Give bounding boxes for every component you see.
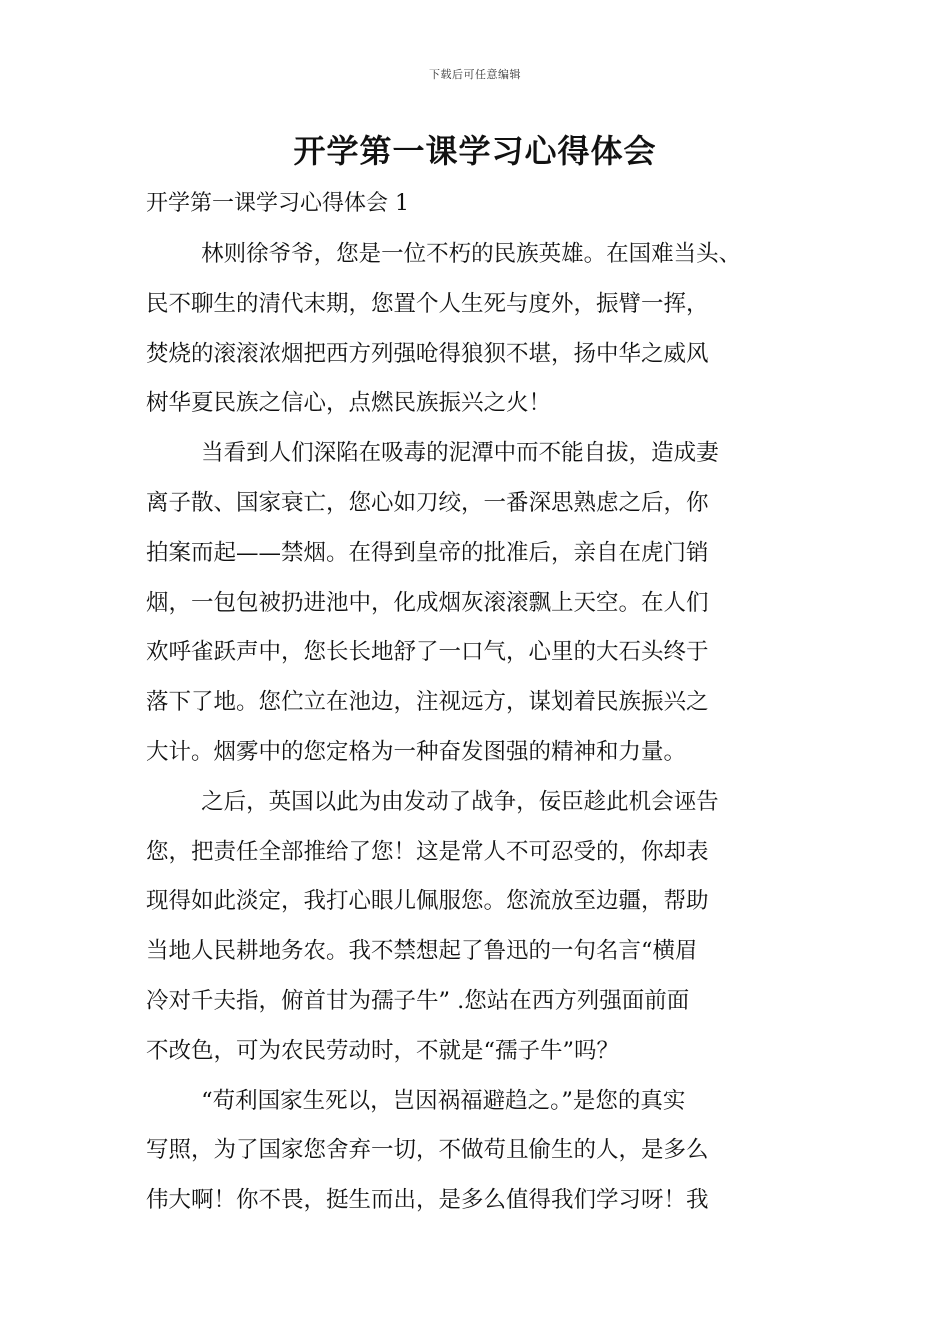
paragraph-3-line-5: 冷对千夫指，俯首甘为孺子牛” .您站在西方列强面前面	[146, 987, 690, 1014]
paragraph-2-line-2: 离子散、国家衰亡，您心如刀绞，一番深思熟虑之后，你	[146, 489, 709, 516]
paragraph-3-line-1: 之后，英国以此为由发动了战争，佞臣趁此机会诬告	[201, 788, 719, 815]
header-note: 下载后可任意编辑	[429, 68, 521, 81]
paragraph-4-line-3: 伟大啊！你不畏，挺生而出，是多么值得我们学习呀！我	[146, 1187, 709, 1214]
paragraph-3-line-3: 现得如此淡定，我打心眼儿佩服您。您流放至边疆，帮助	[146, 888, 709, 915]
paragraph-1-line-2: 民不聊生的清代末期，您置个人生死与度外，振臂一挥，	[146, 290, 709, 317]
paragraph-1-line-1: 林则徐爷爷，您是一位不朽的民族英雄。在国难当头、	[201, 241, 742, 267]
paragraph-2-line-3: 拍案而起——禁烟。在得到皇帝的批准后，亲自在虎门销	[146, 539, 709, 566]
paragraph-3-line-4: 当地人民耕地务农。我不禁想起了鲁迅的一句名言“横眉	[146, 938, 698, 965]
section-heading: 开学第一课学习心得体会 1	[146, 191, 409, 216]
paragraph-1-line-4: 树华夏民族之信心，点燃民族振兴之火！	[146, 390, 552, 417]
paragraph-4-line-1: “苟利国家生死以，岂因祸福避趋之。”是您的真实	[201, 1087, 686, 1114]
paragraph-2-line-1: 当看到人们深陷在吸毒的泥潭中而不能自拔，造成妻	[201, 440, 719, 467]
paragraph-1-line-3: 焚烧的滚滚浓烟把西方列强呛得狼狈不堪，扬中华之威风	[146, 340, 709, 367]
document-body	[146, 230, 826, 1226]
paragraph-2-line-4: 烟，一包包被扔进池中，化成烟灰滚滚飘上天空。在人们	[146, 589, 709, 616]
paragraph-3-line-6: 不改色，可为农民劳动时，不就是“孺子牛”吗？	[146, 1037, 620, 1064]
paragraph-2-line-7: 大计。烟雾中的您定格为一种奋发图强的精神和力量。	[146, 738, 687, 765]
paragraph-4-line-2: 写照，为了国家您舍弃一切，不做苟且偷生的人，是多么	[146, 1137, 709, 1164]
paragraph-2-line-5: 欢呼雀跃声中，您长长地舒了一口气，心里的大石头终于	[146, 639, 709, 666]
paragraph-3-line-2: 您，把责任全部推给了您！这是常人不可忍受的，你却表	[146, 838, 709, 865]
document-title: 开学第一课学习心得体会	[293, 132, 657, 170]
paragraph-2-line-6: 落下了地。您伫立在池边，注视远方，谋划着民族振兴之	[146, 689, 709, 716]
